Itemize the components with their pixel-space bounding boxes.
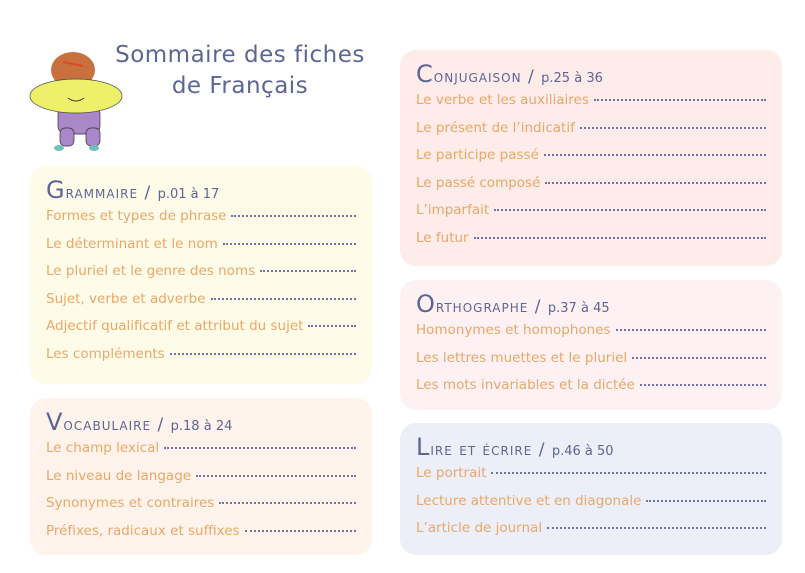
toc-entry[interactable] <box>416 175 766 203</box>
dot-leader <box>594 99 766 101</box>
toc-entry[interactable] <box>46 208 356 236</box>
dot-leader <box>223 243 356 245</box>
section-ocabulaire <box>30 398 372 555</box>
page-range: p.25 à 36 <box>541 71 603 86</box>
section-heading <box>416 433 766 461</box>
heading-initial: O <box>416 290 436 318</box>
toc-entry-label: Le pluriel et le genre des noms <box>46 263 256 279</box>
toc-entry[interactable] <box>416 520 766 548</box>
toc-entry-label: Synonymes et contraires <box>46 495 215 511</box>
dot-leader <box>640 384 766 386</box>
heading-separator: / <box>151 415 171 435</box>
dot-leader <box>474 237 766 239</box>
dot-leader <box>580 127 766 129</box>
toc-entry-label: Les compléments <box>46 345 165 362</box>
dot-leader <box>164 447 356 449</box>
toc-entry-label: Le passé composé <box>416 174 541 191</box>
dot-leader <box>616 329 766 331</box>
dot-leader <box>260 270 356 272</box>
mascot-girl-icon <box>28 48 128 158</box>
heading-initial: L <box>416 433 431 461</box>
toc-entry[interactable] <box>416 147 766 175</box>
dot-leader <box>211 298 356 300</box>
toc-entry[interactable] <box>416 230 766 258</box>
heading-rest: onjugaison <box>433 67 522 87</box>
toc-entry-label: Préfixes, radicaux et suffixes <box>46 522 240 539</box>
toc-entry[interactable] <box>46 440 356 468</box>
section-heading <box>46 176 356 204</box>
toc-entry[interactable] <box>46 495 356 523</box>
toc-entry[interactable] <box>416 377 766 405</box>
heading-initial: G <box>46 176 66 204</box>
heading-rest: ire et écrire <box>430 440 533 460</box>
section-rthographe <box>400 280 782 410</box>
toc-entry[interactable] <box>46 291 356 319</box>
toc-entry[interactable] <box>416 322 766 350</box>
toc-entry-label: Le futur <box>416 229 469 246</box>
toc-entry[interactable] <box>46 236 356 264</box>
toc-entry-label: Le niveau de langage <box>46 467 192 484</box>
toc-entry-label: Le déterminant et le nom <box>46 235 218 252</box>
dot-leader <box>494 209 766 211</box>
heading-rest: rammaire <box>65 183 139 203</box>
section-heading <box>46 408 356 436</box>
section-rammaire <box>30 166 372 384</box>
page-range: p.18 à 24 <box>170 419 233 434</box>
toc-entry[interactable] <box>46 318 356 346</box>
toc-entry-label: Formes et types de phrase <box>46 208 227 224</box>
heading-initial: C <box>416 60 434 88</box>
toc-entry-label: Le portrait <box>416 465 487 481</box>
toc-entry-label: Le verbe et les auxiliaires <box>416 92 589 108</box>
page-range: p.37 à 45 <box>547 301 610 316</box>
heading-separator: / <box>528 297 548 317</box>
dot-leader <box>547 527 766 529</box>
page-range: p.46 à 50 <box>551 444 614 459</box>
toc-entry-label: Sujet, verbe et adverbe <box>46 290 206 307</box>
page-title <box>100 40 380 102</box>
dot-leader <box>491 472 766 474</box>
toc-entry[interactable] <box>416 202 766 230</box>
toc-entry-label: Lecture attentive et en diagonale <box>416 492 642 509</box>
toc-entry-label: L’imparfait <box>416 202 490 218</box>
dot-leader <box>308 325 356 327</box>
dot-leader <box>219 502 356 504</box>
section-ireetcrire <box>400 423 782 555</box>
toc-entry-label: Les lettres muettes et le pluriel <box>416 349 628 366</box>
title-line-1: Sommaire des fiches <box>115 42 365 68</box>
page-range: p.01 à 17 <box>157 187 220 202</box>
toc-entry-label: Les mots invariables et la dictée <box>416 377 635 393</box>
heading-rest: rthographe <box>435 297 529 317</box>
dot-leader <box>545 182 766 184</box>
toc-entry[interactable] <box>416 493 766 521</box>
section-onjugaison <box>400 50 782 266</box>
dot-leader <box>245 530 356 532</box>
toc-entry[interactable] <box>46 346 356 374</box>
dot-leader <box>544 154 766 156</box>
toc-entry[interactable] <box>46 263 356 291</box>
toc-entry-label: L’article de journal <box>416 520 543 536</box>
toc-entry[interactable] <box>46 523 356 551</box>
heading-separator: / <box>138 183 158 203</box>
toc-entry-label: Le présent de l’indicatif <box>416 119 575 136</box>
toc-entry-label: Adjectif qualificatif et attribut du sujet <box>46 318 304 334</box>
section-heading <box>416 60 766 88</box>
title-line-2: de Français <box>171 73 309 99</box>
toc-entry-label: Le champ lexical <box>46 440 160 456</box>
toc-entry-label: Homonymes et homophones <box>416 322 611 338</box>
toc-entry[interactable] <box>416 120 766 148</box>
heading-rest: ocabulaire <box>63 415 152 435</box>
dot-leader <box>196 475 356 477</box>
heading-initial: V <box>46 408 64 436</box>
dot-leader <box>646 500 766 502</box>
heading-separator: / <box>532 440 552 460</box>
section-heading <box>416 290 766 318</box>
heading-separator: / <box>521 67 542 87</box>
toc-entry[interactable] <box>416 465 766 493</box>
toc-entry[interactable] <box>416 350 766 378</box>
toc-entry[interactable] <box>416 92 766 120</box>
dot-leader <box>231 215 356 217</box>
dot-leader <box>632 357 766 359</box>
dot-leader <box>170 353 356 355</box>
toc-entry[interactable] <box>46 468 356 496</box>
toc-entry-label: Le participe passé <box>416 147 539 163</box>
